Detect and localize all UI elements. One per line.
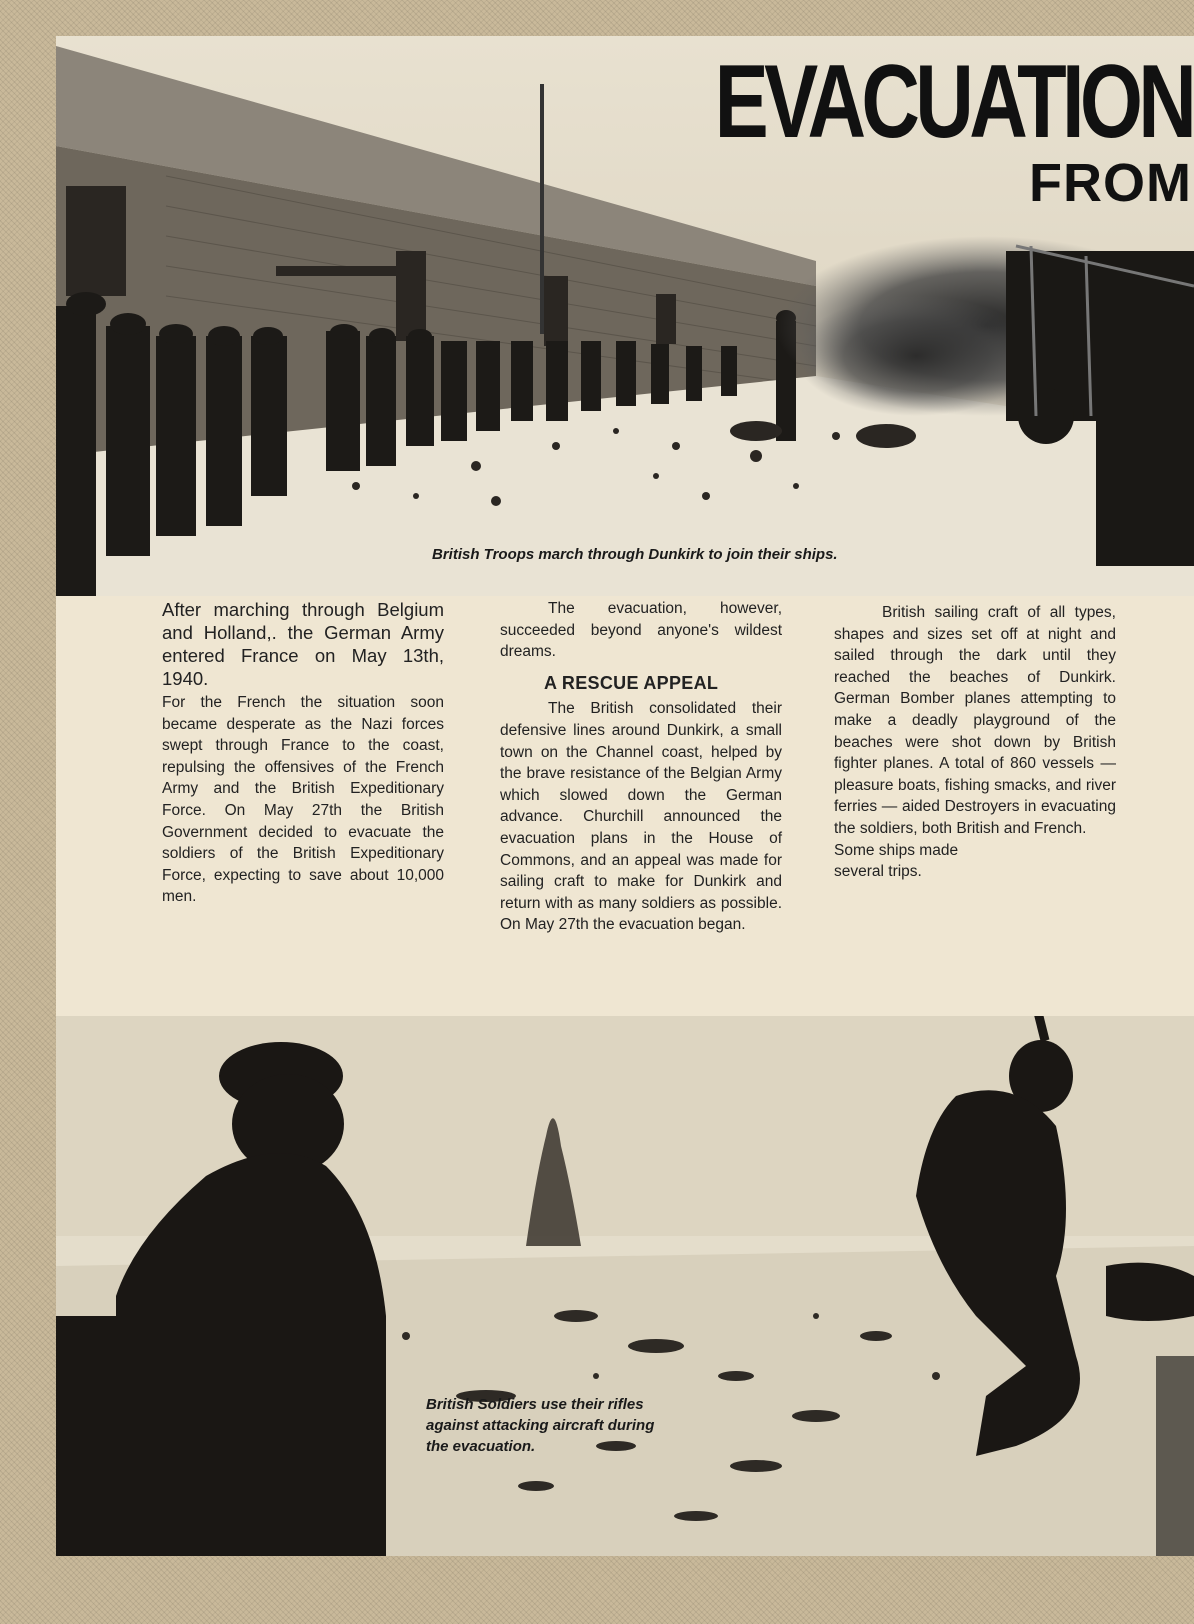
article-column-2 xyxy=(500,598,782,936)
article-column-3 xyxy=(834,602,1116,883)
bottom-photo-soldiers-firing xyxy=(56,1016,1194,1556)
column-3-closing-line-1: Some ships made xyxy=(834,841,959,859)
column-1-body: For the French the situation soon became desperate as the Nazi forces swept through France to the coast, repulsing the offensives of the French Army and the British Expeditionary Force. On May 27th the British Government decided to evacuate the soldiers of the British Expeditionary Force, expecting to save about 10,000 men. xyxy=(162,694,444,906)
column-1-lead: After marching through Belgium and Holland,. the German Army entered France on May 13th, 1940. xyxy=(162,599,444,689)
headline-from: FROM xyxy=(1029,153,1192,213)
bottom-caption-line-1: British Soldiers use their rifles xyxy=(426,1396,644,1413)
article-column-1 xyxy=(162,598,444,908)
bottom-caption-line-2: against attacking aircraft during xyxy=(426,1417,655,1434)
bottom-caption-line-3: the evacuation. xyxy=(426,1438,536,1455)
subheading-rescue-appeal: A RESCUE APPEAL xyxy=(544,672,719,693)
magazine-page xyxy=(56,36,1194,1556)
headline-evacuation: EVACUATION xyxy=(714,44,1192,160)
column-3-body: British sailing craft of all types, shapes and sizes set off at night and sailed through the dark until they reached the beaches of Dunkirk. German Bomber planes attempting to make a deadly playground of the beaches were shot down by British fighter planes. A total of 860 vessels — pleasure boats, fishing smacks, and river ferries — aided Destroyers in evacuating the soldiers, both British and French. xyxy=(834,604,1116,837)
bottom-photo-caption xyxy=(426,1394,654,1457)
top-photo-caption: British Troops march through Dunkirk to join their ships. xyxy=(432,546,838,563)
bottom-photo-illustration xyxy=(56,1016,1194,1556)
column-3-closing-line-2: several trips. xyxy=(834,863,922,881)
column-2-body: The British consolidated their defensive lines around Dunkirk, a small town on the Channel coast, helped by the brave resistance of the Belgian Army which slowed down the German advance. Churchill announced the evacuation plans in the House of Commons, and an appeal was made for sailing craft to make for Dunkirk and return with as many soldiers as possible. On May 27th the evacuation began. xyxy=(500,700,782,934)
column-2-intro: The evacuation, however, succeeded beyond anyone's wildest dreams. xyxy=(500,600,782,661)
